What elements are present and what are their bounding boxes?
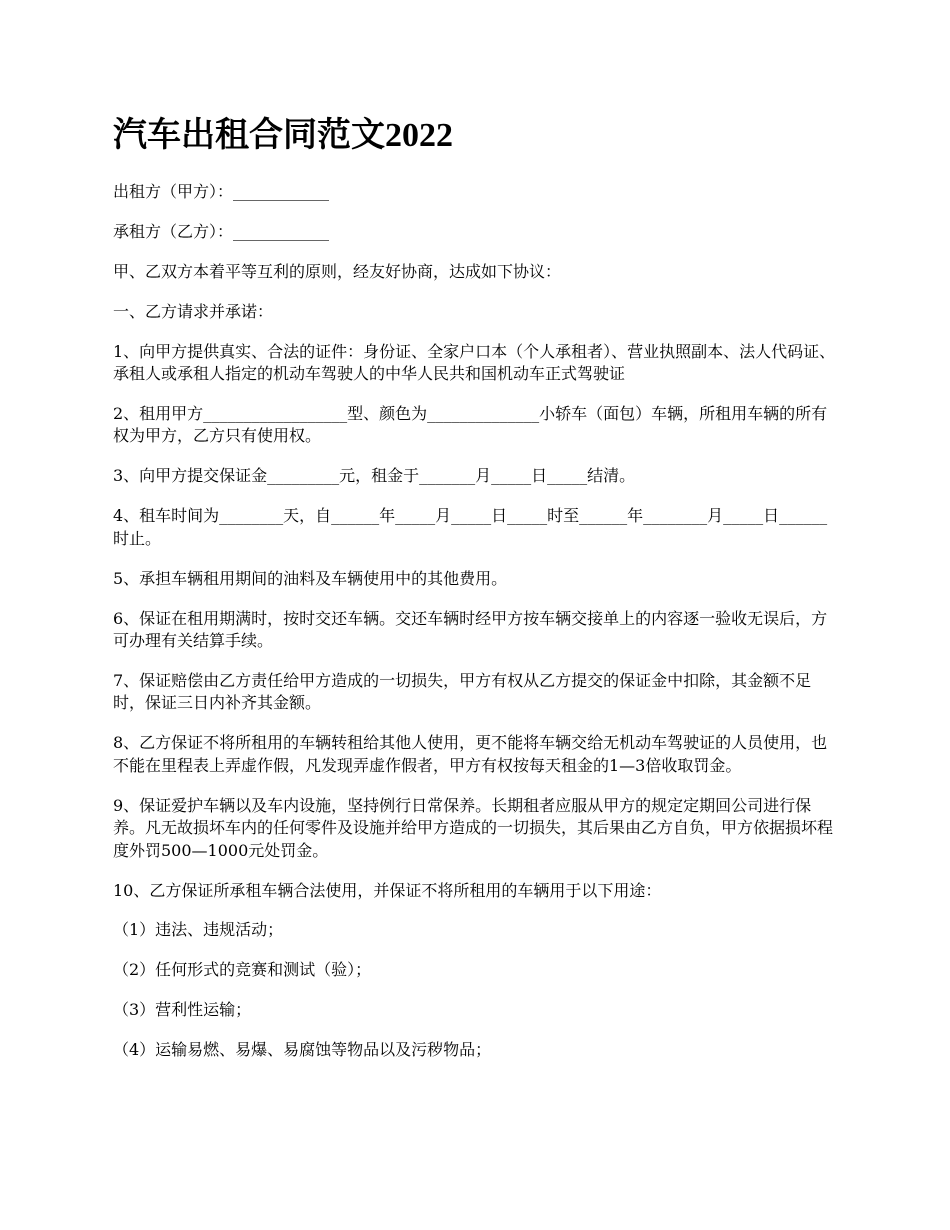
paragraph-clause-3: 3、向甲方提交保证金_________元，租金于_______月_____日_____结清。 <box>113 466 636 486</box>
paragraph-section-1-heading: 一、乙方请求并承诺： <box>113 301 274 321</box>
paragraph-clause-6: 6、保证在租用期满时，按时交还车辆。交还车辆时经甲方按车辆交接单上的内容逐一验收无误后，方可办理有关结算手续。 <box>113 608 828 651</box>
paragraph-clause-5: 5、承担车辆租用期间的油料及车辆使用中的其他费用。 <box>113 568 508 588</box>
document-body <box>113 181 841 1079</box>
paragraph-use-item-2: （2）任何形式的竞赛和测试（验）； <box>113 960 372 980</box>
document-title: 汽车出租合同范文2022 <box>113 117 453 154</box>
paragraph-use-item-1: （1）违法、违规活动； <box>113 920 284 940</box>
paragraph-clause-8: 8、乙方保证不将所租用的车辆转租给其他人使用，更不能将车辆交给无机动车驾驶证的人员使用，也不能在里程表上弄虚作假，凡发现弄虚作假者，甲方有权按每天租金的1—3倍收取罚金。 <box>113 733 828 775</box>
paragraph-clause-7: 7、保证赔偿由乙方责任给甲方造成的一切损失，甲方有权从乙方提交的保证金中扣除，其金额不足时，保证三日内补齐其金额。 <box>113 670 812 713</box>
paragraph-use-item-4: （4）运输易燃、易爆、易腐蚀等物品以及污秽物品； <box>113 1040 492 1060</box>
paragraph-clause-1: 1、向甲方提供真实、合法的证件：身份证、全家户口本（个人承租者）、营业执照副本、法人代码证、承租人或承租人指定的机动车驾驶人的中华人民共和国机动车正式驾驶证 <box>113 341 836 384</box>
paragraph-use-item-3: （3）营利性运输； <box>113 1000 252 1020</box>
paragraph-clause-2: 2、租用甲方__________________型、颜色为______________小轿车（面包）车辆，所租用车辆的所有权为甲方，乙方只有使用权。 <box>113 403 828 446</box>
paragraph-lessor: 出租方（甲方）：____________ <box>113 182 330 201</box>
paragraph-lessee: 承租方（乙方）：____________ <box>113 221 330 241</box>
paragraph-clause-10: 10、乙方保证所承租车辆合法使用，并保证不将所租用的车辆用于以下用途： <box>113 880 662 900</box>
paragraph-clause-4: 4、租车时间为________天，自______年_____月_____日_____时至______年________月_____日______时止。 <box>113 506 828 548</box>
paragraph-clause-9: 9、保证爱护车辆以及车内设施，坚持例行日常保养。长期租者应服从甲方的规定定期回公司进行保养。凡无故损坏车内的任何零件及设施并给甲方造成的一切损失，其后果由乙方自负，甲方依据损坏程度外罚500—1000元处罚金。 <box>113 795 834 860</box>
paragraph-agreement-intro: 甲、乙双方本着平等互利的原则，经友好协商，达成如下协议： <box>113 261 562 281</box>
